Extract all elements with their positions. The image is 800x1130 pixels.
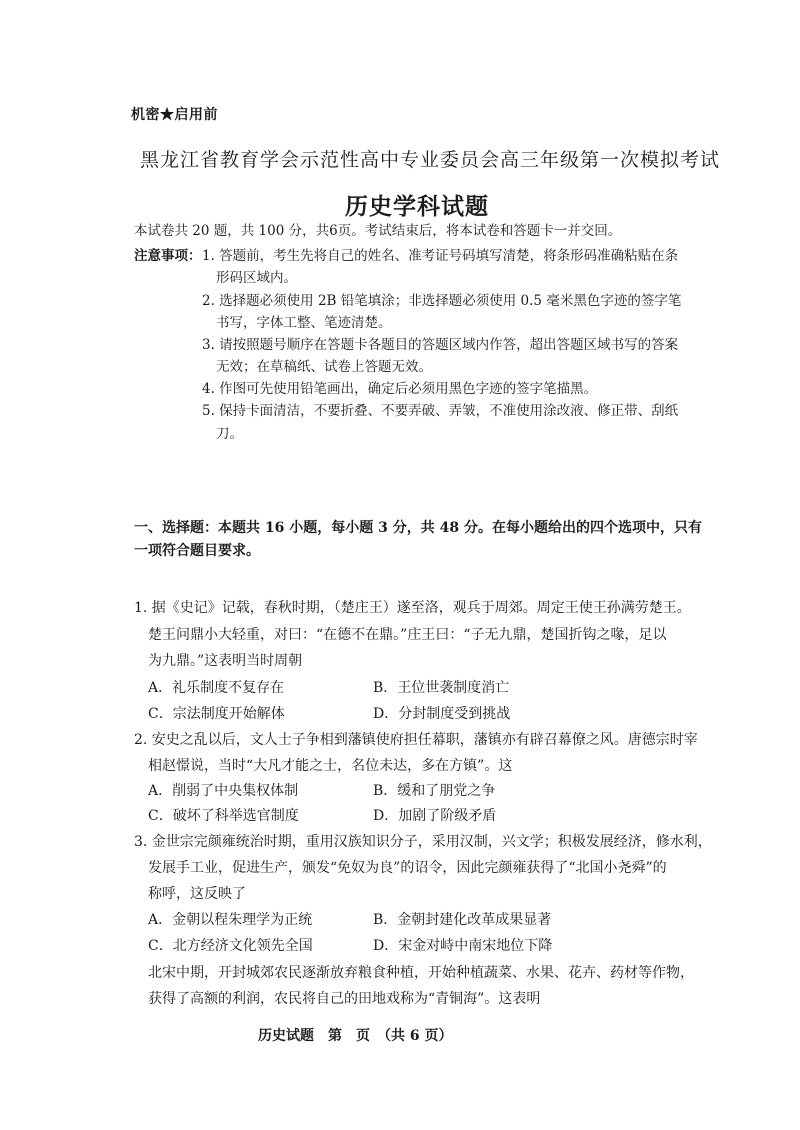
page-footer: 历史试题 第 页 （共 6 页） bbox=[258, 1028, 453, 1044]
question-2-stem: 2. 安史之乱以后，文人士子争相到藩镇使府担任幕职，藩镇亦有辟召幕僚之风。唐德宗时宰 bbox=[134, 732, 698, 748]
note-line: 形码区域内。 bbox=[216, 270, 297, 286]
question-2-option-a: A．削弱了中央集权体制 bbox=[148, 783, 299, 799]
question-3-option-d: D．宋金对峙中南宋地位下降 bbox=[373, 938, 553, 954]
question-3-option-b: B．金朝封建化改革成果显著 bbox=[373, 912, 552, 928]
question-2-stem: 相赵憬说，当时“大凡才能之士，名位未达，多在方镇”。这 bbox=[148, 758, 513, 774]
question-2-option-c: C．破坏了科举选官制度 bbox=[148, 808, 299, 824]
question-1-stem: 楚王问鼎小大轻重，对曰：“在德不在鼎。”庄王曰：“子无九鼎，楚国折钩之喙，足以 bbox=[148, 627, 667, 643]
question-2-option-d: D．加剧了阶级矛盾 bbox=[373, 808, 497, 824]
exam-intro: 本试卷共 20 题，共 100 分，共6页。考试结束后，将本试卷和答题卡一并交回。 bbox=[134, 223, 622, 239]
question-1-option-b: B．王位世袭制度消亡 bbox=[373, 680, 510, 696]
note-line: 5. 保持卡面清洁，不要折叠、不要弄破、弄皱，不准使用涂改液、修正带、刮纸 bbox=[202, 403, 679, 419]
note-line: 4. 作图可先使用铅笔画出，确定后必须用黑色字迹的签字笔描黑。 bbox=[202, 381, 598, 397]
notes-heading: 注意事项： bbox=[134, 248, 202, 264]
question-3-stem: 称呼，这反映了 bbox=[148, 886, 246, 902]
question-3-stem: 3. 金世宗完颜雍统治时期，重用汉族知识分子，采用汉制，兴文学；积极发展经济，修水利， bbox=[134, 834, 712, 850]
question-3-option-c: C．北方经济文化领先全国 bbox=[148, 938, 313, 954]
question-1-stem: 1. 据《史记》记载，春秋时期，（楚庄王）遂至洛，观兵于周郊。周定王使王孙满劳楚王。 bbox=[134, 600, 691, 616]
note-line: 刀。 bbox=[216, 426, 243, 442]
note-line: 1. 答题前，考生先将自己的姓名、准考证号码填写清楚，将条形码准确粘贴在条 bbox=[202, 248, 679, 264]
question-3-option-a: A．金朝以程朱理学为正统 bbox=[148, 912, 313, 928]
page-title: 历史学科试题 bbox=[345, 193, 489, 220]
note-line: 无效；在草稿纸、试卷上答题无效。 bbox=[216, 359, 432, 375]
question-4-stem: 获得了高额的利润，农民将自己的田地戏称为“青铜海”。这表明 bbox=[148, 991, 541, 1007]
question-1-option-c: C．宗法制度开始解体 bbox=[148, 706, 285, 722]
section-heading: 一、选择题：本题共 16 小题，每小题 3 分，共 48 分。在每小题给出的四个选项中，只有 bbox=[134, 520, 702, 536]
question-3-stem: 发展手工业，促进生产，颁发“免奴为良”的诏令，因此完颜雍获得了“北国小尧舜”的 bbox=[148, 860, 667, 876]
question-4-stem: 北宋中期，开封城郊农民逐渐放弃粮食种植，开始种植蔬菜、水果、花卉、药材等作物， bbox=[148, 965, 694, 981]
note-line: 书写，字体工整、笔迹清楚。 bbox=[216, 315, 392, 331]
question-1-option-d: D．分封制度受到挑战 bbox=[373, 706, 511, 722]
note-line: 3. 请按照题号顺序在答题卡各题目的答题区域内作答，超出答题区域书写的答案 bbox=[202, 337, 679, 353]
confidential-label: 机密★启用前 bbox=[131, 107, 218, 123]
note-line: 2. 选择题必须使用 2B 铅笔填涂；非选择题必须使用 0.5 毫米黑色字迹的签字笔 bbox=[202, 293, 682, 309]
exam-organizer-title: 黑龙江省教育学会示范性高中专业委员会高三年级第一次模拟考试 bbox=[140, 149, 721, 171]
question-1-stem: 为九鼎。”这表明当时周朝 bbox=[148, 653, 303, 669]
question-2-option-b: B．缓和了朋党之争 bbox=[373, 783, 496, 799]
section-heading: 一项符合题目要求。 bbox=[134, 543, 260, 559]
question-1-option-a: A．礼乐制度不复存在 bbox=[148, 680, 285, 696]
